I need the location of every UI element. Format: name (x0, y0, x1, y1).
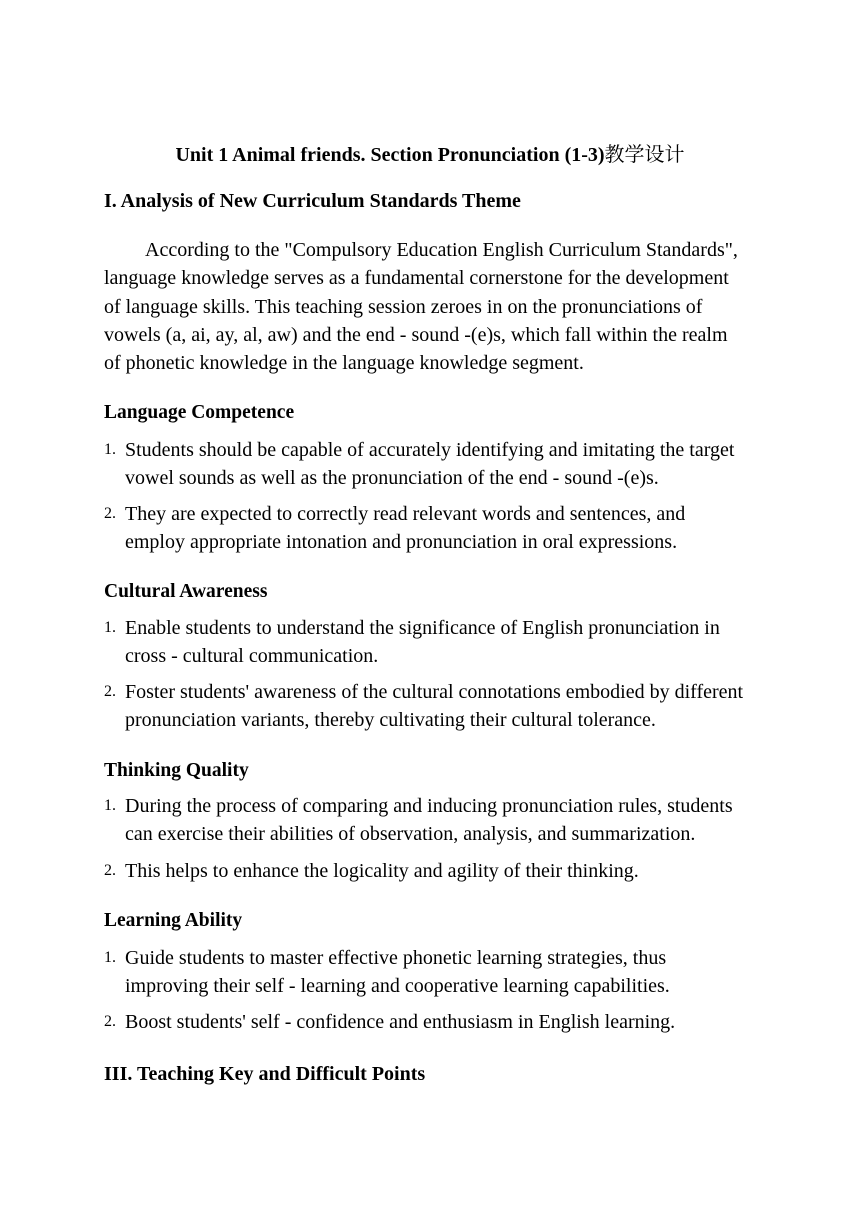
document-title (0, 140, 860, 169)
list-number: 2. (104, 1013, 116, 1030)
paragraph-line: language knowledge serves as a fundamental cornerstone for the development (104, 267, 729, 290)
subheading-thinking-quality: Thinking Quality (104, 760, 249, 781)
intro-paragraph (104, 236, 760, 377)
paragraph-line: of phonetic knowledge in the language knowledge segment. (104, 352, 584, 375)
list-item (104, 614, 760, 671)
list-item-line: During the process of comparing and inducing pronunciation rules, students (125, 795, 733, 817)
list-item-line: can exercise their abilities of observation, analysis, and summarization. (125, 823, 696, 846)
paragraph-line: According to the "Compulsory Education English Curriculum Standards", (145, 239, 738, 261)
list-item-line: employ appropriate intonation and pronunciation in oral expressions. (125, 531, 678, 554)
list-item (104, 500, 760, 557)
list-item-line: pronunciation variants, thereby cultivating their cultural tolerance. (125, 709, 656, 732)
list-number: 2. (104, 862, 116, 879)
list-item-line: vowel sounds as well as the pronunciation of the end - sound -(e)s. (125, 467, 659, 490)
list-number: 1. (104, 619, 116, 636)
list-item (104, 857, 760, 885)
list-item-line: Foster students' awareness of the cultural connotations embodied by different (125, 681, 744, 703)
subheading-language-competence: Language Competence (104, 402, 295, 423)
list-item (104, 678, 760, 735)
list-item (104, 1008, 760, 1036)
document-title-cjk: 教学设计 (604, 142, 685, 166)
list-item-line: Boost students' self - confidence and enthusiasm in English learning. (125, 1011, 676, 1033)
list-item-line: improving their self - learning and cooperative learning capabilities. (125, 975, 670, 998)
list-number: 1. (104, 797, 116, 814)
list-item (104, 944, 760, 1001)
list-item (104, 436, 760, 493)
paragraph-line: vowels (a, ai, ay, al, aw) and the end - sound -(e)s, which fall within the realm (104, 323, 728, 346)
document-title-text: Unit 1 Animal friends. Section Pronunciation (1-3) (175, 144, 605, 166)
list-item-line: cross - cultural communication. (125, 645, 379, 668)
subheading-learning-ability: Learning Ability (104, 910, 243, 931)
list-number: 2. (104, 683, 116, 700)
subheading-cultural-awareness: Cultural Awareness (104, 581, 268, 602)
section-heading-curriculum-standards: I. Analysis of New Curriculum Standards Theme (104, 190, 521, 212)
list-item-line: Guide students to master effective phonetic learning strategies, thus (125, 947, 667, 969)
list-item (104, 792, 760, 849)
list-item-line: This helps to enhance the logicality and agility of their thinking. (125, 860, 639, 882)
list-number: 1. (104, 441, 116, 458)
list-number: 2. (104, 505, 116, 522)
list-item-line: Students should be capable of accurately identifying and imitating the target (125, 439, 735, 461)
paragraph-line: of language skills. This teaching session zeroes in on the pronunciations of (104, 295, 703, 318)
list-item-line: They are expected to correctly read relevant words and sentences, and (125, 503, 686, 525)
section-heading-key-difficult-points: III. Teaching Key and Difficult Points (104, 1063, 426, 1085)
list-number: 1. (104, 949, 116, 966)
list-item-line: Enable students to understand the significance of English pronunciation in (125, 617, 720, 639)
